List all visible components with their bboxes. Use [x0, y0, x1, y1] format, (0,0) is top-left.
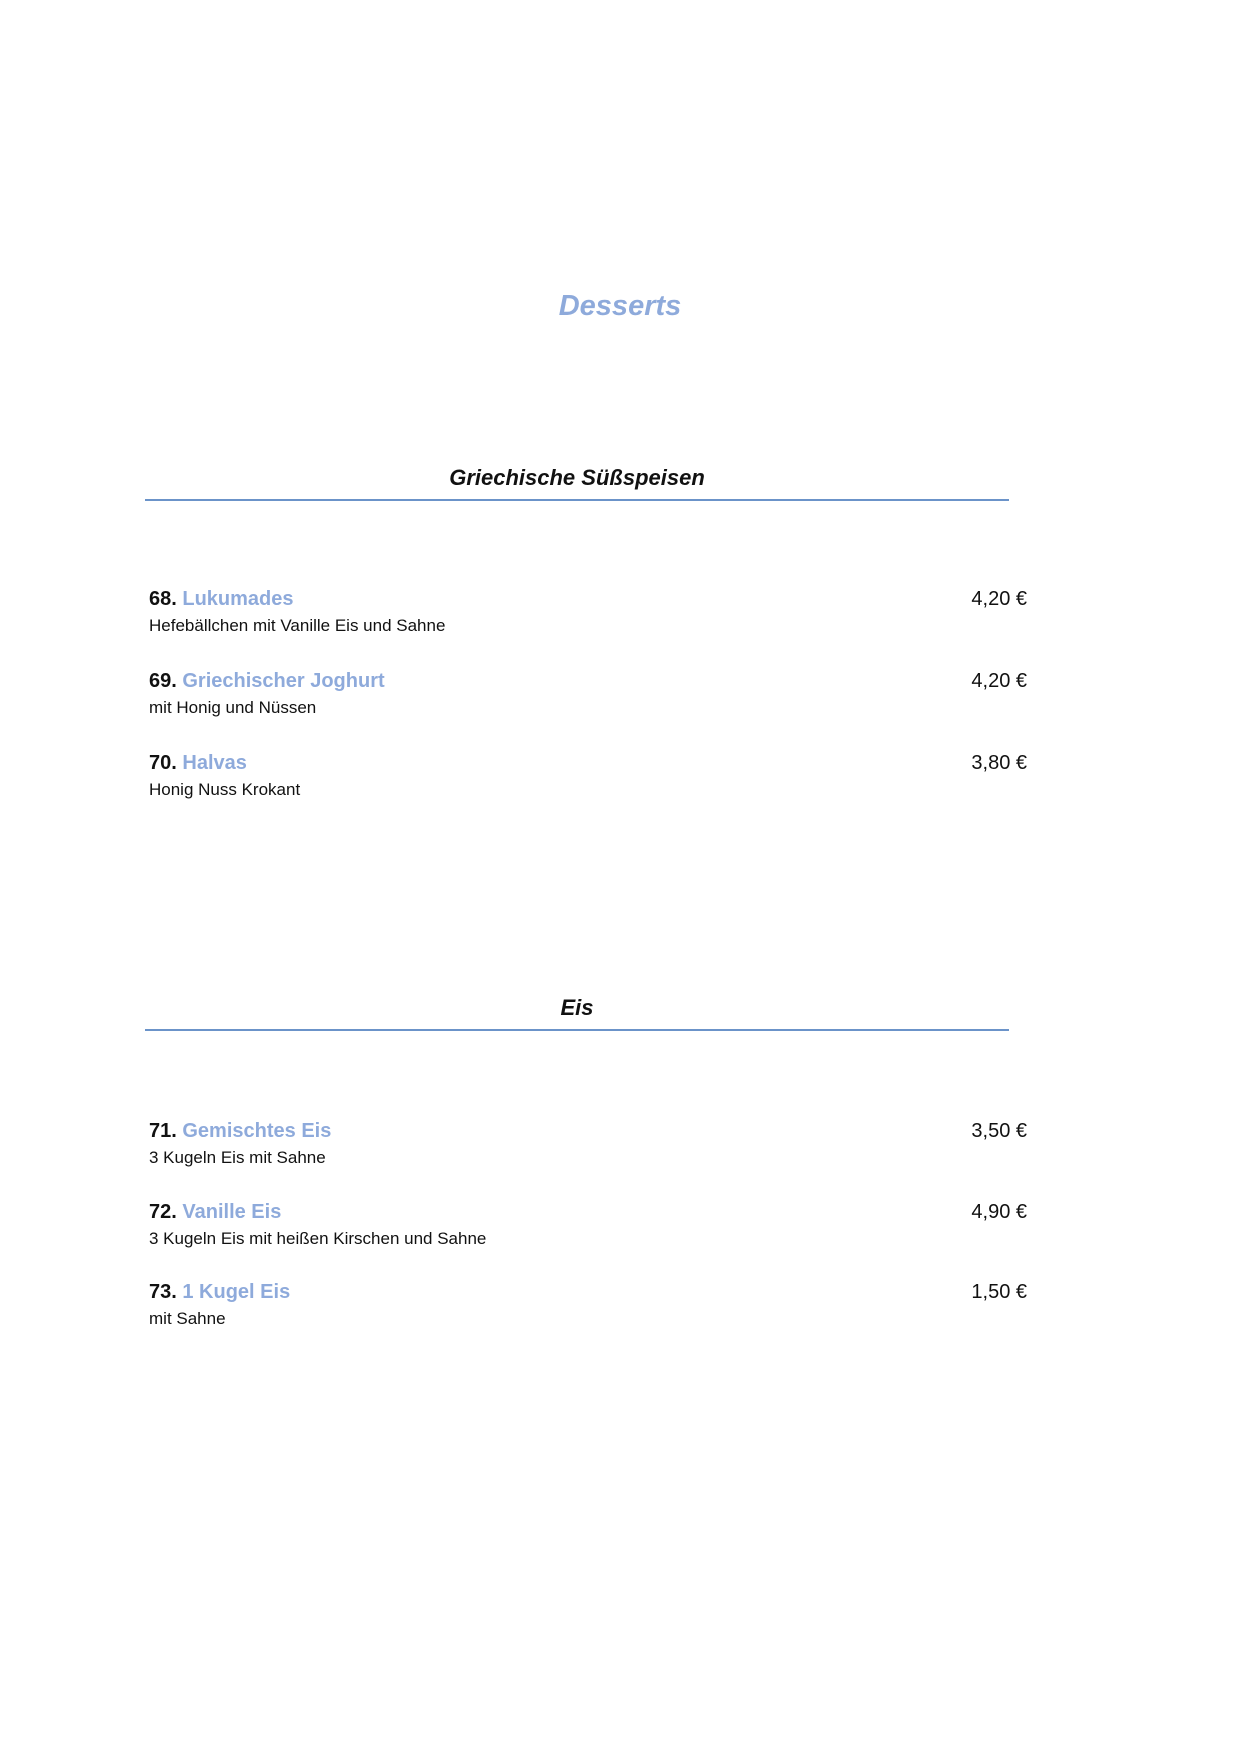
menu-item-title [149, 1117, 331, 1145]
section-griechische-suesspeisen [145, 463, 1009, 501]
section-divider [145, 1029, 1009, 1031]
menu-item [149, 585, 1027, 645]
menu-item-price: 3,50 € [971, 1120, 1027, 1142]
menu-item-description: Hefebällchen mit Vanille Eis und Sahne [149, 616, 446, 635]
menu-item-title [149, 1278, 290, 1306]
menu-item-price: 4,20 € [971, 670, 1027, 692]
menu-item-number: 72. [149, 1201, 177, 1223]
menu-item-price: 4,90 € [971, 1201, 1027, 1223]
menu-item-name: Gemischtes Eis [182, 1120, 332, 1142]
menu-item-description: 3 Kugeln Eis mit heißen Kirschen und Sahne [149, 1229, 487, 1248]
menu-item [149, 1278, 1027, 1338]
menu-item-description: Honig Nuss Krokant [149, 780, 301, 799]
menu-item-description: mit Sahne [149, 1309, 226, 1328]
section-heading: Griechische Süßspeisen [449, 465, 705, 490]
menu-item-number: 71. [149, 1120, 177, 1142]
menu-item-price: 4,20 € [971, 588, 1027, 610]
menu-item [149, 1198, 1027, 1258]
menu-item-title [149, 1198, 281, 1226]
menu-item-price: 3,80 € [971, 752, 1027, 774]
menu-item-name: Halvas [182, 752, 247, 774]
menu-item-title [149, 749, 247, 777]
menu-item-name: 1 Kugel Eis [182, 1281, 291, 1303]
section-eis [145, 993, 1009, 1031]
menu-item [149, 1117, 1027, 1177]
menu-item-description: 3 Kugeln Eis mit Sahne [149, 1148, 326, 1167]
menu-item-number: 70. [149, 752, 177, 774]
menu-item-number: 69. [149, 670, 177, 692]
menu-item-name: Griechischer Joghurt [182, 670, 385, 692]
menu-item-number: 68. [149, 588, 177, 610]
page-title: Desserts [558, 290, 682, 322]
menu-item-price: 1,50 € [971, 1281, 1027, 1303]
menu-item [149, 749, 1027, 809]
section-heading: Eis [560, 995, 594, 1020]
menu-item-name: Vanille Eis [182, 1201, 282, 1223]
menu-item-description: mit Honig und Nüssen [149, 698, 317, 717]
menu-item-name: Lukumades [182, 588, 294, 610]
section-divider [145, 499, 1009, 501]
menu-item-title [149, 585, 294, 613]
menu-item [149, 667, 1027, 727]
menu-item-number: 73. [149, 1281, 177, 1303]
menu-item-title [149, 667, 385, 695]
